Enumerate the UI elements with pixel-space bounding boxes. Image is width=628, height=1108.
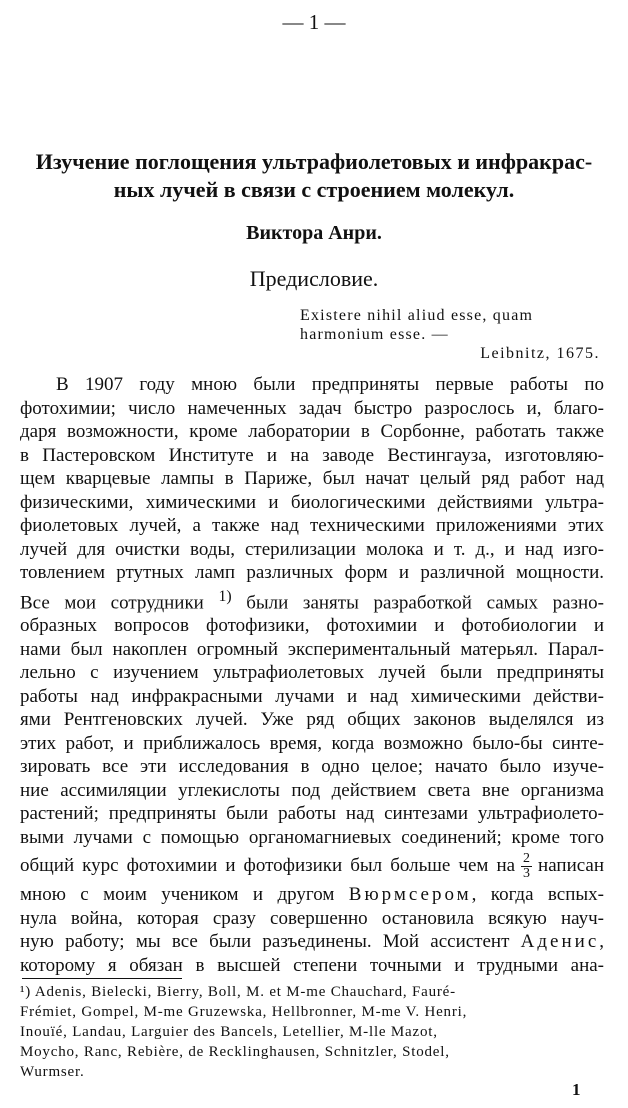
body-line: фиолетовых лучей, а также над техническими приложениями этих xyxy=(20,515,604,536)
footnote-marker: 1) xyxy=(218,587,232,605)
body-line: которому я обязан в высшей степени точными и трудными ана- xyxy=(20,954,604,976)
footnote-line: Moycho, Ranc, Rebière, de Recklinghausen, Schnitzler, Stodel, xyxy=(20,1044,450,1060)
author-name: Виктора Анри. xyxy=(246,222,382,244)
body-line: работы над инфракрасными лучами и над химическими действи- xyxy=(20,685,604,707)
body-text-segment: мною с моим учеником и другом xyxy=(20,884,335,906)
body-text-segment: написан xyxy=(538,855,604,877)
body-line: фотохимии; число намеченных задач быстро разрослось и, благо- xyxy=(20,397,604,419)
body-line: лельно с изучением ультрафиолетовых лучей были предприняты xyxy=(20,662,604,684)
footnote xyxy=(20,982,604,1082)
body-line: ние ассимиляции углекислоты под действием света вне организма xyxy=(20,779,604,801)
body-paragraph xyxy=(20,373,604,977)
body-line xyxy=(20,930,604,954)
person-name: Аденис xyxy=(520,931,600,953)
body-line xyxy=(20,585,604,615)
epigraph xyxy=(300,306,600,363)
body-line: этих работ, и приближалось время, когда возможно было-бы синте- xyxy=(20,732,604,754)
body-text-segment: Все мои сотрудники xyxy=(20,591,204,613)
footnote-line: Wurmser. xyxy=(20,1064,85,1080)
body-text-segment: , когда вспых- xyxy=(471,884,604,906)
page-number-bottom: 1 xyxy=(572,1080,581,1099)
article-title xyxy=(22,148,606,204)
epigraph-line: Existere nihil aliud esse, quam xyxy=(300,307,534,324)
body-line: лучей для очистки воды, стерилизации молока и т. д., и над изго- xyxy=(20,538,604,560)
footnote-line: Inouïé, Landau, Larguier des Bancels, Letellier, M-lle Mazot, xyxy=(20,1024,438,1040)
body-line: нами был накоплен огромный экспериментальный матерьял. Парал- xyxy=(20,638,604,660)
body-line: ями Рентгеновских лучей. Уже ряд общих законов выделялся из xyxy=(20,709,604,731)
body-text-segment: общий курс фотохимии и фотофизики был больше чем на xyxy=(20,855,516,877)
body-line: В 1907 году мною были предприняты первые работы по xyxy=(56,374,604,395)
person-name: Вюрмсером xyxy=(348,884,472,906)
body-line: зировать все эти исследования в одно целое; начато было изуче- xyxy=(20,756,604,778)
title-line: ных лучей в связи с строением молекул. xyxy=(113,177,515,202)
body-line: в Пастеровском Институте и на заводе Вестингауза, изготовляю- xyxy=(20,444,604,466)
epigraph-line: harmonium esse. — xyxy=(300,326,449,343)
body-line: нула война, которая сразу совершенно остановила всякую науч- xyxy=(20,907,604,929)
fraction-denominator: 3 xyxy=(523,866,531,882)
footnote-line: ¹) Adenis, Bielecki, Bierry, Boll, M. et M-me Chauchard, Fauré- xyxy=(20,984,456,1000)
title-line: Изучение поглощения ультрафиолетовых и инфракрас- xyxy=(35,149,593,174)
body-text-segment: были заняты разработкой самых разно- xyxy=(246,591,605,613)
fraction-numerator: 2 xyxy=(523,851,531,867)
epigraph-source: Leibnitz, 1675. xyxy=(480,345,600,362)
footnote-divider xyxy=(22,978,182,979)
body-line: растений; предприняты были работы над синтезами ультрафиолето- xyxy=(20,803,604,825)
fraction xyxy=(521,852,532,881)
body-line: щем кварцевые лампы в Париже, был начат целый ряд работ над xyxy=(20,468,604,489)
body-line xyxy=(20,849,604,883)
body-line: даря возможности, кроме лаборатории в Сорбонне, работать также xyxy=(20,421,604,442)
footnote-line: Frémiet, Gompel, M-me Gruzewska, Hellbronner, M-me V. Henri, xyxy=(20,1004,468,1020)
body-text-segment: , xyxy=(599,931,605,953)
page-number-top: — 1 — xyxy=(282,10,346,34)
body-line: физическими, химическими и биологическими действиями ультра- xyxy=(20,491,604,513)
body-line: выми лучами с помощью органомагниевых соединений; кроме того xyxy=(20,826,604,848)
body-line: образных вопросов фотофизики, фотохимии и фотобиологии и xyxy=(20,615,604,637)
body-line xyxy=(20,883,604,907)
section-heading: Предисловие. xyxy=(249,266,379,291)
body-text-segment: ную работу; мы все были разъединены. Мой ассистент xyxy=(20,931,510,953)
body-line: товлением ртутных ламп различных форм и различной мощности. xyxy=(20,562,604,583)
